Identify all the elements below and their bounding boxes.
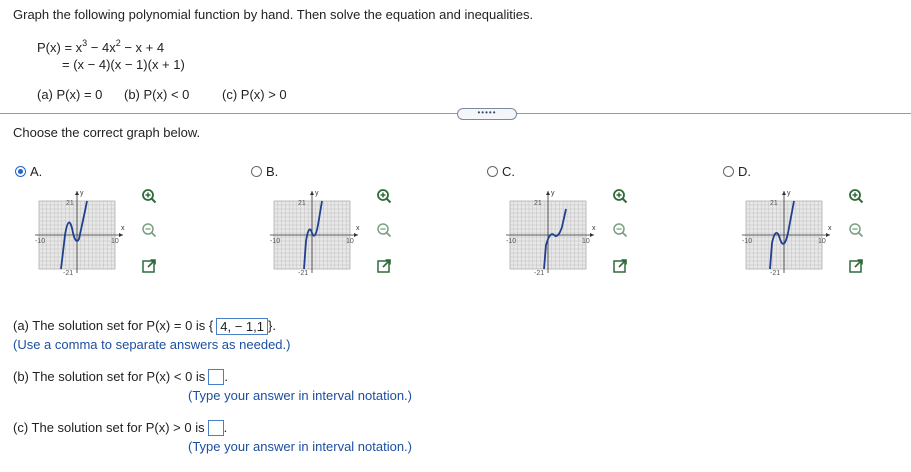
expand-icon[interactable] (375, 257, 393, 275)
svg-text:x: x (592, 225, 596, 232)
svg-text:-21: -21 (298, 270, 309, 277)
option-b[interactable] (251, 164, 278, 179)
answer-b-suffix: . (224, 369, 228, 384)
option-c[interactable] (487, 164, 515, 179)
zoom-out-icon[interactable] (611, 221, 629, 239)
expand-icon[interactable] (847, 257, 865, 275)
graph-d-plot (740, 183, 840, 283)
graph-d[interactable] (740, 183, 840, 283)
svg-text:10: 10 (346, 238, 354, 245)
svg-text:-21: -21 (770, 270, 781, 277)
answer-a-prefix: (a) The solution set for P(x) = 0 is { (13, 318, 214, 333)
part-c-label: (c) P(x) > 0 (222, 87, 287, 102)
answer-c-row (13, 420, 227, 436)
equation-line-1 (37, 40, 164, 55)
svg-text:y: y (315, 190, 319, 197)
zoom-out-icon[interactable] (140, 221, 158, 239)
svg-text:x: x (121, 225, 125, 232)
zoom-in-icon[interactable] (611, 187, 629, 205)
svg-text:y: y (80, 190, 84, 197)
svg-text:-21: -21 (63, 270, 74, 277)
svg-text:-21: -21 (534, 270, 545, 277)
answer-b-row (13, 369, 228, 385)
graph-c[interactable] (504, 183, 604, 283)
eq-lhs: P(x) = x (37, 40, 83, 55)
svg-text:21: 21 (66, 200, 74, 207)
instructions: Graph the following polynomial function by hand. Then solve the equation and inequalities. (13, 7, 534, 22)
zoom-in-icon[interactable] (375, 187, 393, 205)
graph-b-plot (268, 183, 368, 283)
svg-text:y: y (551, 190, 555, 197)
option-d[interactable] (723, 164, 751, 179)
answer-b-prefix: (b) The solution set for P(x) < 0 is (13, 369, 206, 384)
graph-c-plot (504, 183, 604, 283)
equation-line-2: = (x − 4)(x − 1)(x + 1) (62, 57, 185, 72)
option-b-label: B. (266, 164, 279, 179)
svg-text:-10: -10 (35, 238, 46, 245)
option-c-label: C. (502, 164, 515, 179)
option-a-label: A. (30, 164, 43, 179)
eq-exp-2: 2 (115, 38, 121, 48)
svg-text:x: x (356, 225, 360, 232)
svg-text:10: 10 (111, 238, 119, 245)
answer-a-note: (Use a comma to separate answers as needed.) (13, 337, 291, 352)
svg-text:x: x (828, 225, 832, 232)
answer-a-row (13, 318, 276, 335)
eq-mid: − 4x (87, 40, 116, 55)
zoom-in-icon[interactable] (140, 187, 158, 205)
svg-text:-10: -10 (742, 238, 753, 245)
graph-b[interactable] (268, 183, 368, 283)
answer-c-suffix: . (223, 420, 228, 435)
radio-c[interactable] (487, 166, 498, 177)
zoom-out-icon[interactable] (375, 221, 393, 239)
answer-b-note: (Type your answer in interval notation.) (188, 388, 412, 403)
answer-c-prefix: (c) The solution set for P(x) > 0 is (13, 420, 205, 435)
part-a-label: (a) P(x) = 0 (37, 87, 103, 102)
svg-text:y: y (787, 190, 791, 197)
radio-b[interactable] (251, 166, 262, 177)
eq-exp-3: 3 (82, 38, 88, 48)
answer-c-field[interactable] (208, 420, 224, 436)
expand-icon[interactable] (140, 257, 158, 275)
answer-a-field[interactable]: 4, − 1,1 (216, 318, 268, 335)
svg-text:10: 10 (818, 238, 826, 245)
choose-prompt: Choose the correct graph below. (13, 125, 201, 140)
answer-a-suffix: }. (268, 318, 276, 333)
svg-text:-10: -10 (506, 238, 517, 245)
svg-text:-10: -10 (270, 238, 281, 245)
svg-text:21: 21 (770, 200, 778, 207)
graph-a[interactable] (33, 183, 133, 283)
part-b-label: (b) P(x) < 0 (124, 87, 190, 102)
answer-b-field[interactable] (208, 369, 224, 385)
svg-text:10: 10 (582, 238, 590, 245)
answer-c-note: (Type your answer in interval notation.) (188, 439, 412, 454)
svg-text:21: 21 (298, 200, 306, 207)
option-a[interactable] (15, 164, 42, 179)
section-divider (0, 113, 911, 114)
svg-text:21: 21 (534, 200, 542, 207)
graph-a-plot (33, 183, 133, 283)
expand-more-button[interactable]: ••••• (457, 108, 517, 120)
option-d-label: D. (738, 164, 751, 179)
radio-a[interactable] (15, 166, 26, 177)
zoom-out-icon[interactable] (847, 221, 865, 239)
zoom-in-icon[interactable] (847, 187, 865, 205)
expand-icon[interactable] (611, 257, 629, 275)
eq-rhs: − x + 4 (120, 40, 165, 55)
radio-d[interactable] (723, 166, 734, 177)
